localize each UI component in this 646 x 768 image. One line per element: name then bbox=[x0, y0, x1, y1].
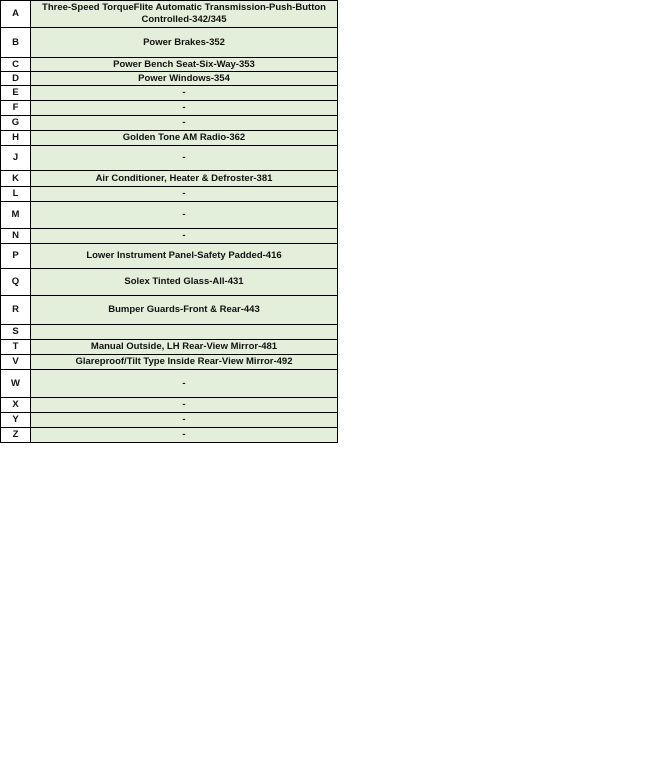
option-description-cell: - bbox=[31, 202, 338, 229]
option-description-cell: Glareproof/Tilt Type Inside Rear-View Mirror-492 bbox=[31, 355, 338, 370]
table-row bbox=[1, 146, 338, 171]
option-description-cell: Manual Outside, LH Rear-View Mirror-481 bbox=[31, 340, 338, 355]
option-code-cell: M bbox=[1, 202, 31, 229]
table-row bbox=[1, 171, 338, 187]
table-row bbox=[1, 1, 338, 28]
table-row bbox=[1, 116, 338, 131]
option-code-cell: P bbox=[1, 244, 31, 269]
option-description-cell: Power Windows-354 bbox=[31, 72, 338, 86]
table-row bbox=[1, 296, 338, 325]
table-row bbox=[1, 101, 338, 116]
option-description-cell: - bbox=[31, 413, 338, 428]
option-code-cell: T bbox=[1, 340, 31, 355]
option-code-cell: J bbox=[1, 146, 31, 171]
table-row bbox=[1, 131, 338, 146]
table-row bbox=[1, 244, 338, 269]
option-code-table-body bbox=[1, 1, 338, 443]
option-code-table bbox=[0, 0, 338, 443]
table-row bbox=[1, 413, 338, 428]
option-code-cell: Y bbox=[1, 413, 31, 428]
option-code-cell: K bbox=[1, 171, 31, 187]
option-code-cell: A bbox=[1, 1, 31, 28]
option-description-cell: Three-Speed TorqueFlite Automatic Transmission-Push-Button Controlled-342/345 bbox=[31, 1, 338, 28]
option-code-cell: Z bbox=[1, 428, 31, 443]
table-row bbox=[1, 187, 338, 202]
option-description-cell: - bbox=[31, 398, 338, 413]
option-code-cell: B bbox=[1, 28, 31, 58]
table-row bbox=[1, 398, 338, 413]
option-code-cell: N bbox=[1, 229, 31, 244]
option-code-cell: F bbox=[1, 101, 31, 116]
option-code-cell: S bbox=[1, 325, 31, 340]
option-code-cell: G bbox=[1, 116, 31, 131]
table-row bbox=[1, 72, 338, 86]
table-row bbox=[1, 269, 338, 296]
option-description-cell: Solex Tinted Glass-All-431 bbox=[31, 269, 338, 296]
table-row bbox=[1, 428, 338, 443]
option-description-cell: - bbox=[31, 146, 338, 171]
option-description-cell: Bumper Guards-Front & Rear-443 bbox=[31, 296, 338, 325]
option-description-cell: - bbox=[31, 229, 338, 244]
option-code-cell: E bbox=[1, 86, 31, 101]
option-description-cell: Power Brakes-352 bbox=[31, 28, 338, 58]
option-description-cell: - bbox=[31, 86, 338, 101]
option-code-cell: D bbox=[1, 72, 31, 86]
option-description-cell: Golden Tone AM Radio-362 bbox=[31, 131, 338, 146]
option-code-cell: X bbox=[1, 398, 31, 413]
table-row bbox=[1, 355, 338, 370]
option-description-cell: - bbox=[31, 101, 338, 116]
option-code-cell: Q bbox=[1, 269, 31, 296]
option-description-cell: Lower Instrument Panel-Safety Padded-416 bbox=[31, 244, 338, 269]
table-row bbox=[1, 229, 338, 244]
table-row bbox=[1, 202, 338, 229]
option-description-cell: - bbox=[31, 116, 338, 131]
option-code-cell: V bbox=[1, 355, 31, 370]
option-code-cell: C bbox=[1, 58, 31, 72]
option-description-cell: - bbox=[31, 428, 338, 443]
option-code-cell: H bbox=[1, 131, 31, 146]
table-row bbox=[1, 340, 338, 355]
table-row bbox=[1, 86, 338, 101]
option-description-cell: Power Bench Seat-Six-Way-353 bbox=[31, 58, 338, 72]
option-description-cell: - bbox=[31, 370, 338, 398]
option-code-cell: W bbox=[1, 370, 31, 398]
option-description-cell bbox=[31, 325, 338, 340]
table-row bbox=[1, 58, 338, 72]
table-row bbox=[1, 370, 338, 398]
option-code-cell: R bbox=[1, 296, 31, 325]
option-code-cell: L bbox=[1, 187, 31, 202]
option-description-cell: Air Conditioner, Heater & Defroster-381 bbox=[31, 171, 338, 187]
option-description-cell: - bbox=[31, 187, 338, 202]
table-row bbox=[1, 325, 338, 340]
table-row bbox=[1, 28, 338, 58]
